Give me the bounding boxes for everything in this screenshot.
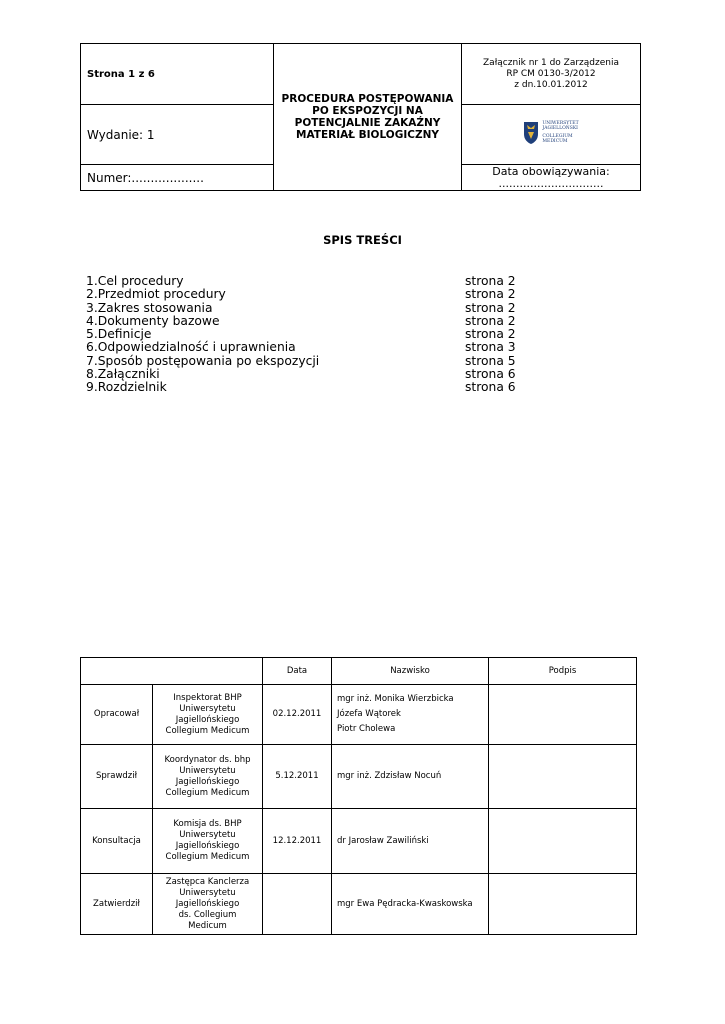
document-number: Numer:...................	[81, 165, 274, 191]
toc-item: 7.Sposób postępowania po ekspozycji strona 5	[86, 353, 516, 368]
edition-label: Wydanie: 1	[81, 105, 274, 165]
names-cell: mgr inż. Zdzisław Nocuń	[332, 745, 489, 809]
signature-cell	[489, 874, 637, 935]
names-cell: mgr Ewa Pędracka-Kwaskowska	[332, 874, 489, 935]
table-row	[81, 809, 637, 874]
signature-header: Podpis	[489, 658, 637, 685]
date-header: Data	[263, 658, 332, 685]
attachment-note: Załącznik nr 1 do Zarządzenia RP CM 0130-3/2012 z dn.10.01.2012	[462, 44, 641, 105]
role-cell: Sprawdził	[81, 745, 153, 809]
validity-date: Data obowiązywania: ..............................	[462, 165, 641, 191]
table-row	[81, 874, 637, 935]
page-counter: Strona 1 z 6	[81, 44, 274, 105]
signature-cell	[489, 745, 637, 809]
signature-cell	[489, 685, 637, 745]
toc-item: 4.Dokumenty bazowe strona 2	[86, 313, 516, 328]
date-cell	[263, 874, 332, 935]
table-of-contents	[86, 275, 526, 395]
names-cell: mgr inż. Monika Wierzbicka Józefa Wątorek Piotr Cholewa	[332, 685, 489, 745]
toc-item: 3.Zakres stosowania strona 2	[86, 300, 516, 315]
toc-title: SPIS TREŚCI	[323, 233, 402, 247]
unit-cell: Komisja ds. BHP Uniwersytetu Jagiellońskiego Collegium Medicum	[153, 809, 263, 874]
names-cell: dr Jarosław Zawiliński	[332, 809, 489, 874]
approval-table	[80, 657, 637, 935]
university-logo: UNIWERSYTET JAGIELLOŃSKI COLLEGIUM MEDICUM	[462, 105, 641, 165]
date-cell: 5.12.2011	[263, 745, 332, 809]
table-row	[81, 745, 637, 809]
name-header: Nazwisko	[332, 658, 489, 685]
unit-cell: Zastępca Kanclerza Uniwersytetu Jagiellońskiego ds. Collegium Medicum	[153, 874, 263, 935]
unit-cell: Inspektorat BHP Uniwersytetu Jagiellońskiego Collegium Medicum	[153, 685, 263, 745]
toc-item: 6.Odpowiedzialność i uprawnienia strona 3	[86, 340, 516, 355]
crest-icon	[523, 121, 539, 145]
unit-cell: Koordynator ds. bhp Uniwersytetu Jagiellońskiego Collegium Medicum	[153, 745, 263, 809]
procedure-title: PROCEDURA POSTĘPOWANIA PO EKSPOZYCJI NA POTENCJALNIE ZAKAŹNY MATERIAŁ BIOLOGICZNY	[274, 44, 462, 191]
date-cell: 02.12.2011	[263, 685, 332, 745]
date-cell: 12.12.2011	[263, 809, 332, 874]
signature-cell	[489, 809, 637, 874]
table-row	[81, 685, 637, 745]
table-header-row	[81, 658, 637, 685]
role-cell: Opracował	[81, 685, 153, 745]
toc-item: 1.Cel procedury strona 2	[86, 274, 516, 288]
role-cell: Zatwierdził	[81, 874, 153, 935]
role-cell: Konsultacja	[81, 809, 153, 874]
toc-item: 5.Definicje strona 2	[86, 327, 516, 342]
document-header	[80, 43, 641, 191]
toc-item: 8.Załączniki strona 6	[86, 367, 516, 382]
toc-item: 9.Rozdzielnik strona 6	[86, 380, 516, 395]
toc-item: 2.Przedmiot procedury strona 2	[86, 287, 516, 302]
